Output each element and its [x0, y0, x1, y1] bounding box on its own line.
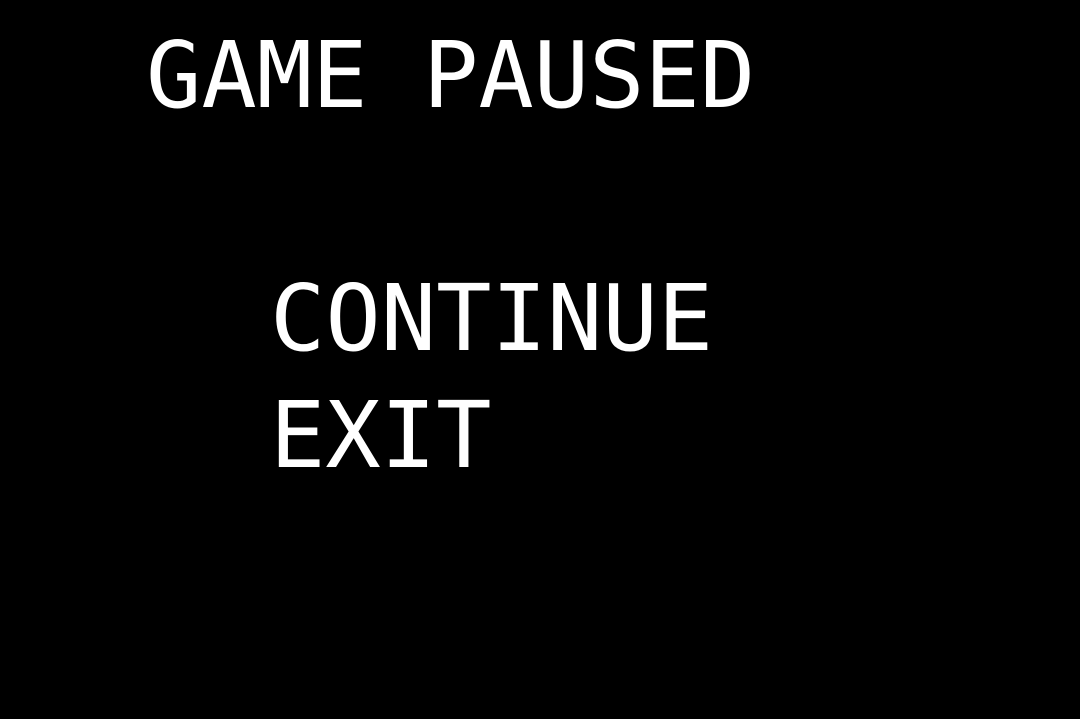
pause-menu — [270, 260, 713, 494]
exit-menu-item[interactable]: EXIT — [270, 382, 492, 489]
continue-menu-item[interactable]: CONTINUE — [270, 265, 714, 372]
pause-title: GAME PAUSED — [146, 22, 756, 129]
